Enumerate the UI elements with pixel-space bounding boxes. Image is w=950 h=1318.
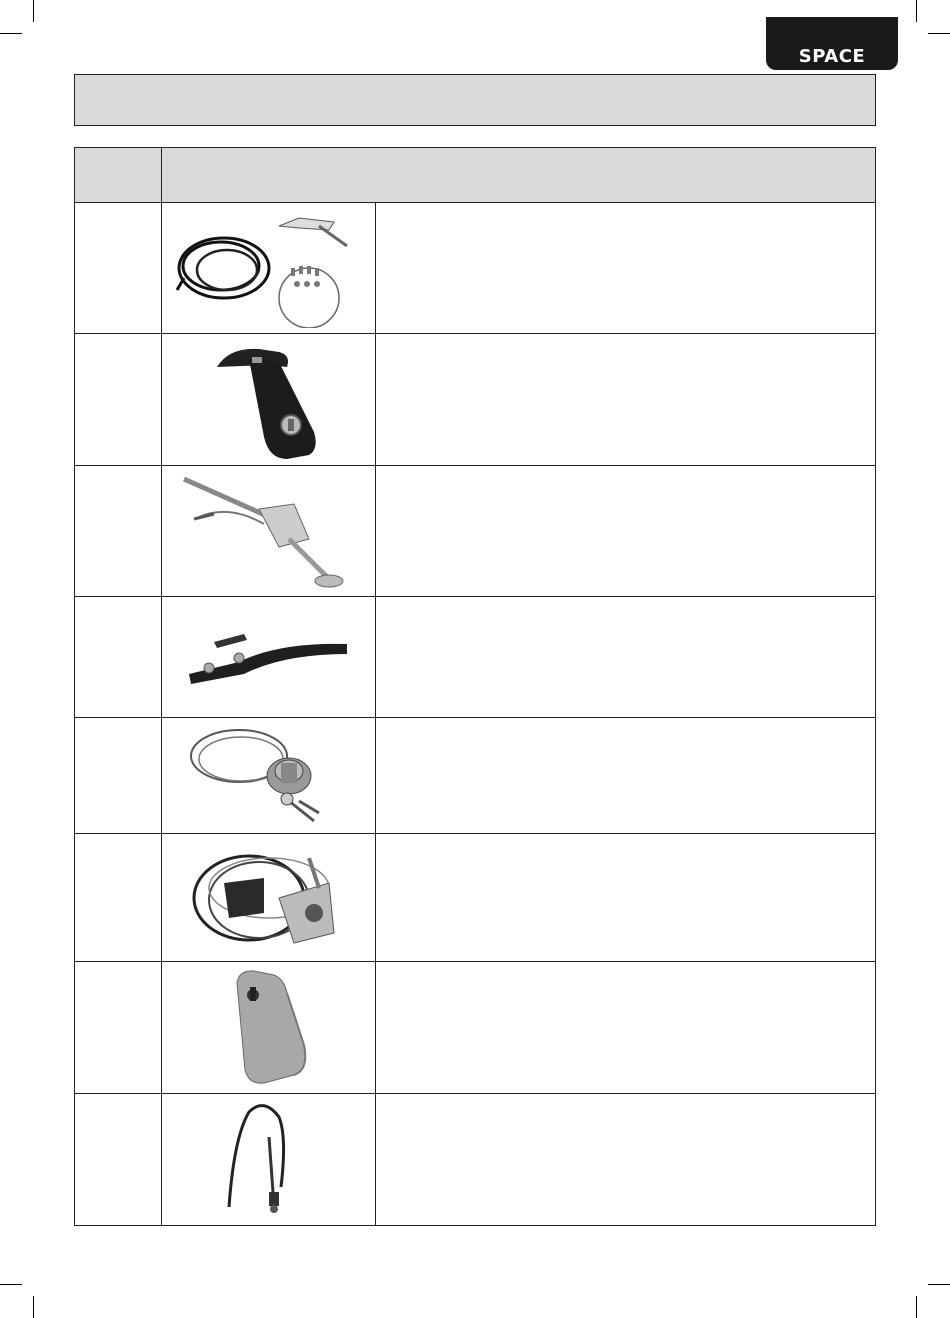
- title-bar: [74, 74, 876, 126]
- image-cell: [162, 1094, 376, 1225]
- image-cell: [162, 334, 376, 465]
- description-cell: [376, 1094, 875, 1225]
- flexible-cable-icon: [169, 1097, 369, 1222]
- code-cell: [75, 718, 162, 833]
- code-cell: [75, 1094, 162, 1225]
- image-cell: [162, 597, 376, 717]
- image-cell: [162, 962, 376, 1093]
- description-cell: [376, 466, 875, 596]
- description-cell: [376, 597, 875, 717]
- table-row: [75, 466, 875, 597]
- crop-mark: [928, 1284, 950, 1285]
- image-cell: [162, 834, 376, 961]
- header-code-cell: [75, 148, 162, 202]
- key-lock-cable-icon: [169, 721, 369, 831]
- table-row: [75, 718, 875, 834]
- description-cell: [376, 962, 875, 1093]
- code-cell: [75, 962, 162, 1093]
- table-header: [75, 148, 875, 203]
- crop-mark: [916, 1296, 917, 1318]
- cover-housing-icon: [169, 965, 369, 1090]
- release-bracket-kit-icon: [169, 838, 369, 958]
- cable-release-kit-icon: [169, 208, 369, 328]
- code-cell: [75, 834, 162, 961]
- header-description-cell: [162, 148, 875, 202]
- code-cell: [75, 466, 162, 596]
- crop-mark: [33, 0, 34, 22]
- image-cell: [162, 718, 376, 833]
- table-row: [75, 597, 875, 718]
- key-release-handle-icon: [169, 337, 369, 462]
- curved-arm-icon: [169, 602, 369, 712]
- description-cell: [376, 834, 875, 961]
- table-row: [75, 834, 875, 962]
- crop-mark: [916, 0, 917, 22]
- table-row: [75, 962, 875, 1094]
- code-cell: [75, 203, 162, 333]
- description-cell: [376, 203, 875, 333]
- crop-mark: [33, 1296, 34, 1318]
- section-tab-label: SPACE: [798, 46, 866, 67]
- code-cell: [75, 597, 162, 717]
- section-tab: [766, 17, 898, 70]
- table-row: [75, 334, 875, 466]
- table-row: [75, 203, 875, 334]
- table-row: [75, 1094, 875, 1225]
- crop-mark: [928, 33, 950, 34]
- crop-mark: [0, 1284, 22, 1285]
- description-cell: [376, 718, 875, 833]
- crop-mark: [0, 33, 22, 34]
- description-cell: [376, 334, 875, 465]
- code-cell: [75, 334, 162, 465]
- accessories-table: [74, 147, 876, 1226]
- image-cell: [162, 466, 376, 596]
- lever-release-icon: [169, 469, 369, 594]
- image-cell: [162, 203, 376, 333]
